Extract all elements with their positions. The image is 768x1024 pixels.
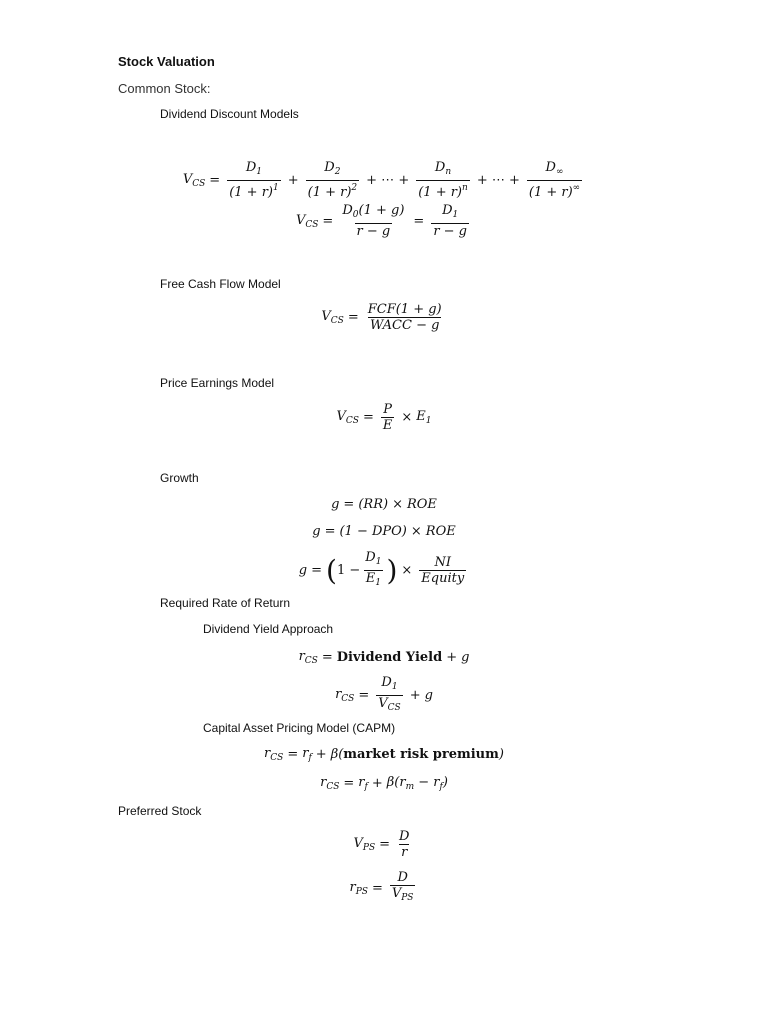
capm-equation-1: $r_{CS}$ = $r_f$ + β( market risk premium ) (264, 746, 504, 763)
page-title: Stock Valuation (118, 54, 215, 69)
ddm-equation-constant-growth: $V_{CS}$ = $\frac{D_0(1 + g)}{r - g}$ = $\frac{D_1}{r - g}$ (295, 203, 468, 239)
ddm-heading: Dividend Discount Models (160, 107, 299, 121)
dya-equation-2: $r_{CS}$ = $\frac{D_1}{V_{CS}}$ + g (0, 675, 768, 716)
growth-equation-1: g = (RR) × ROE (331, 497, 437, 512)
fcf-equation: $V_{CS}$ = $\frac{\text{FCF(1 + g)}}{\text{WACC − g}}$ (321, 302, 442, 333)
growth-equation-3: g = ( 1 − $\frac{D_1}{E_1}$ ) × $\frac{NI}{\text{Equity}}$ (0, 550, 768, 591)
growth-equation-2: g = (1 − DPO) × ROE (312, 524, 456, 539)
rrr-heading: Required Rate of Return (160, 596, 291, 610)
fcf-heading: Free Cash Flow Model (160, 277, 281, 291)
pe-heading: Price Earnings Model (160, 376, 275, 390)
pe-equation: $V_{CS}$ = $\frac{P}{E}$ × $E_1$ (336, 402, 432, 433)
preferred-return-equation: $r_{PS}$ = $\frac{D}{V_{PS}}$ (0, 870, 768, 906)
ddm-equation-general: $V_{CS}$ = $\frac{D_1}{(1 + r)^1}$ + $\frac{D_2}{(1 + r)^2}$ + ⋯ + $\frac{D_n}{(1 + r)^n}$ + ⋯ + $\frac{D_\infty}{(1 + r)^\infty}$ (182, 160, 581, 200)
dya-heading: Dividend Yield Approach (203, 622, 334, 636)
dya-equation-1: $r_{CS}$ = Dividend Yield + g (298, 649, 470, 666)
capm-heading: Capital Asset Pricing Model (CAPM) (203, 721, 396, 735)
common-stock-heading: Common Stock: (118, 81, 211, 96)
capm-equation-2: $r_{CS}$ = $r_f$ + $\beta(r_m - r_f)$ (320, 775, 448, 792)
growth-heading: Growth (160, 471, 199, 485)
market-risk-premium-term: market risk premium (343, 747, 499, 762)
dividend-yield-term: Dividend Yield (336, 650, 443, 665)
preferred-value-equation: $V_{PS}$ = $\frac{D}{r}$ (353, 829, 410, 860)
preferred-heading: Preferred Stock (118, 804, 202, 818)
